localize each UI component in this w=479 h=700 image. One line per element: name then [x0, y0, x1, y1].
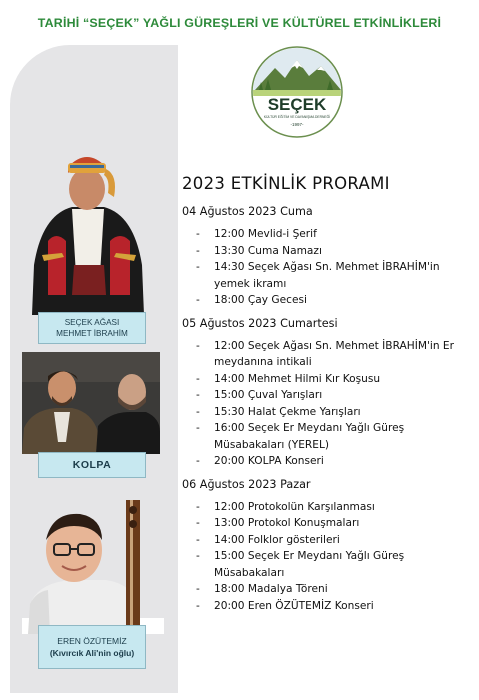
event-text: 12:00 Mevlid-i Şerif	[214, 228, 317, 240]
logo-year: -1997-	[290, 122, 304, 127]
event-text: 13:30 Cuma Namazı	[214, 244, 322, 257]
event-text: 14:00 Folklor gösterileri	[214, 533, 340, 546]
caption-line: SEÇEK AĞASI	[64, 318, 120, 327]
event-item: - 16:00 Seçek Er Meydanı Yağlı Güreş Müsabakaları (YEREL)	[196, 420, 474, 453]
event-text: 14:00 Mehmet Hilmi Kır Koşusu	[214, 372, 381, 385]
event-text: 15:30 Halat Çekme Yarışları	[214, 405, 361, 418]
program-title: 2023 ETKİNLİK PRORAMI	[182, 174, 390, 193]
photo-mehmet-ibrahim	[22, 145, 152, 315]
event-item: - 12:00 Protokolün Karşılanması	[196, 499, 474, 516]
event-text: 20:00 Eren ÖZÜTEMİZ Konseri	[214, 599, 374, 612]
day-date: 05 Ağustos 2023 Cumartesi	[182, 316, 338, 330]
event-text: 14:30 Seçek Ağası Sn. Mehmet İBRAHİM'in yemek ikramı	[214, 261, 440, 290]
logo-subtitle: KÜLTÜR EĞİTİM VE DAYANIŞMA DERNEĞİ	[263, 115, 331, 119]
event-item: - 18:00 Çay Gecesi	[196, 292, 474, 309]
caption-mehmet-ibrahim	[38, 312, 146, 344]
event-item: - 15:00 Seçek Er Meydanı Yağlı Güreş Müsabakaları	[196, 548, 474, 581]
event-program	[182, 174, 474, 622]
event-text: 13:00 Protokol Konuşmaları	[214, 517, 360, 529]
event-item: - 12:00 Mevlid-i Şerif	[196, 226, 474, 243]
event-text: 12:00 Protokolün Karşılanması	[214, 500, 375, 513]
caption-kolpa	[38, 452, 146, 478]
caption-eren-ozutemiz	[38, 625, 146, 669]
event-text: 12:00 Seçek Ağası Sn. Mehmet İBRAHİM'in Er meydanına intikali	[214, 339, 454, 368]
event-text: 18:00 Çay Gecesi	[214, 294, 307, 306]
event-text: 18:00 Madalya Töreni	[214, 583, 328, 595]
event-item: - 14:00 Folklor gösterileri	[196, 532, 474, 549]
event-item: - 14:30 Seçek Ağası Sn. Mehmet İBRAHİM'in yemek ikramı	[196, 259, 474, 292]
photo-eren-ozutemiz	[22, 500, 164, 634]
caption-line: EREN ÖZÜTEMİZ	[57, 636, 127, 646]
event-text: 20:00 KOLPA Konseri	[214, 455, 324, 467]
event-item: - 15:00 Çuval Yarışları	[196, 387, 474, 404]
event-text: 15:00 Seçek Er Meydanı Yağlı Güreş Müsabakaları	[214, 550, 405, 579]
event-item: - 13:30 Cuma Namazı	[196, 243, 474, 260]
caption-line: KOLPA	[72, 459, 112, 471]
event-list	[182, 338, 474, 470]
caption-line: MEHMET İBRAHİM	[56, 329, 128, 338]
event-text: 16:00 Seçek Er Meydanı Yağlı Güreş Müsabakaları (YEREL)	[214, 422, 405, 451]
page-header-title: TARİHİ “SEÇEK” YAĞLI GÜREŞLERİ VE KÜLTÜREL ETKİNLİKLERİ	[37, 16, 442, 30]
event-text: 15:00 Çuval Yarışları	[214, 389, 323, 401]
day-date: 06 Ağustos 2023 Pazar	[182, 477, 311, 491]
event-item: - 14:00 Mehmet Hilmi Kır Koşusu	[196, 371, 474, 388]
event-item: - 13:00 Protokol Konuşmaları	[196, 515, 474, 532]
event-list	[182, 499, 474, 615]
event-item: - 15:30 Halat Çekme Yarışları	[196, 404, 474, 421]
day-date: 04 Ağustos 2023 Cuma	[182, 205, 313, 218]
logo-wordmark: SEÇEK	[267, 95, 327, 114]
caption-line: (Kıvırcık Ali'nin oğlu)	[49, 648, 135, 658]
event-item: - 12:00 Seçek Ağası Sn. Mehmet İBRAHİM'in Er meydanına intikali	[196, 338, 474, 371]
event-list	[182, 226, 474, 309]
event-item: - 20:00 Eren ÖZÜTEMİZ Konseri	[196, 598, 474, 615]
event-item: - 18:00 Madalya Töreni	[196, 581, 474, 598]
photo-kolpa	[22, 352, 160, 454]
event-item: - 20:00 KOLPA Konseri	[196, 453, 474, 470]
secek-logo	[251, 46, 343, 138]
